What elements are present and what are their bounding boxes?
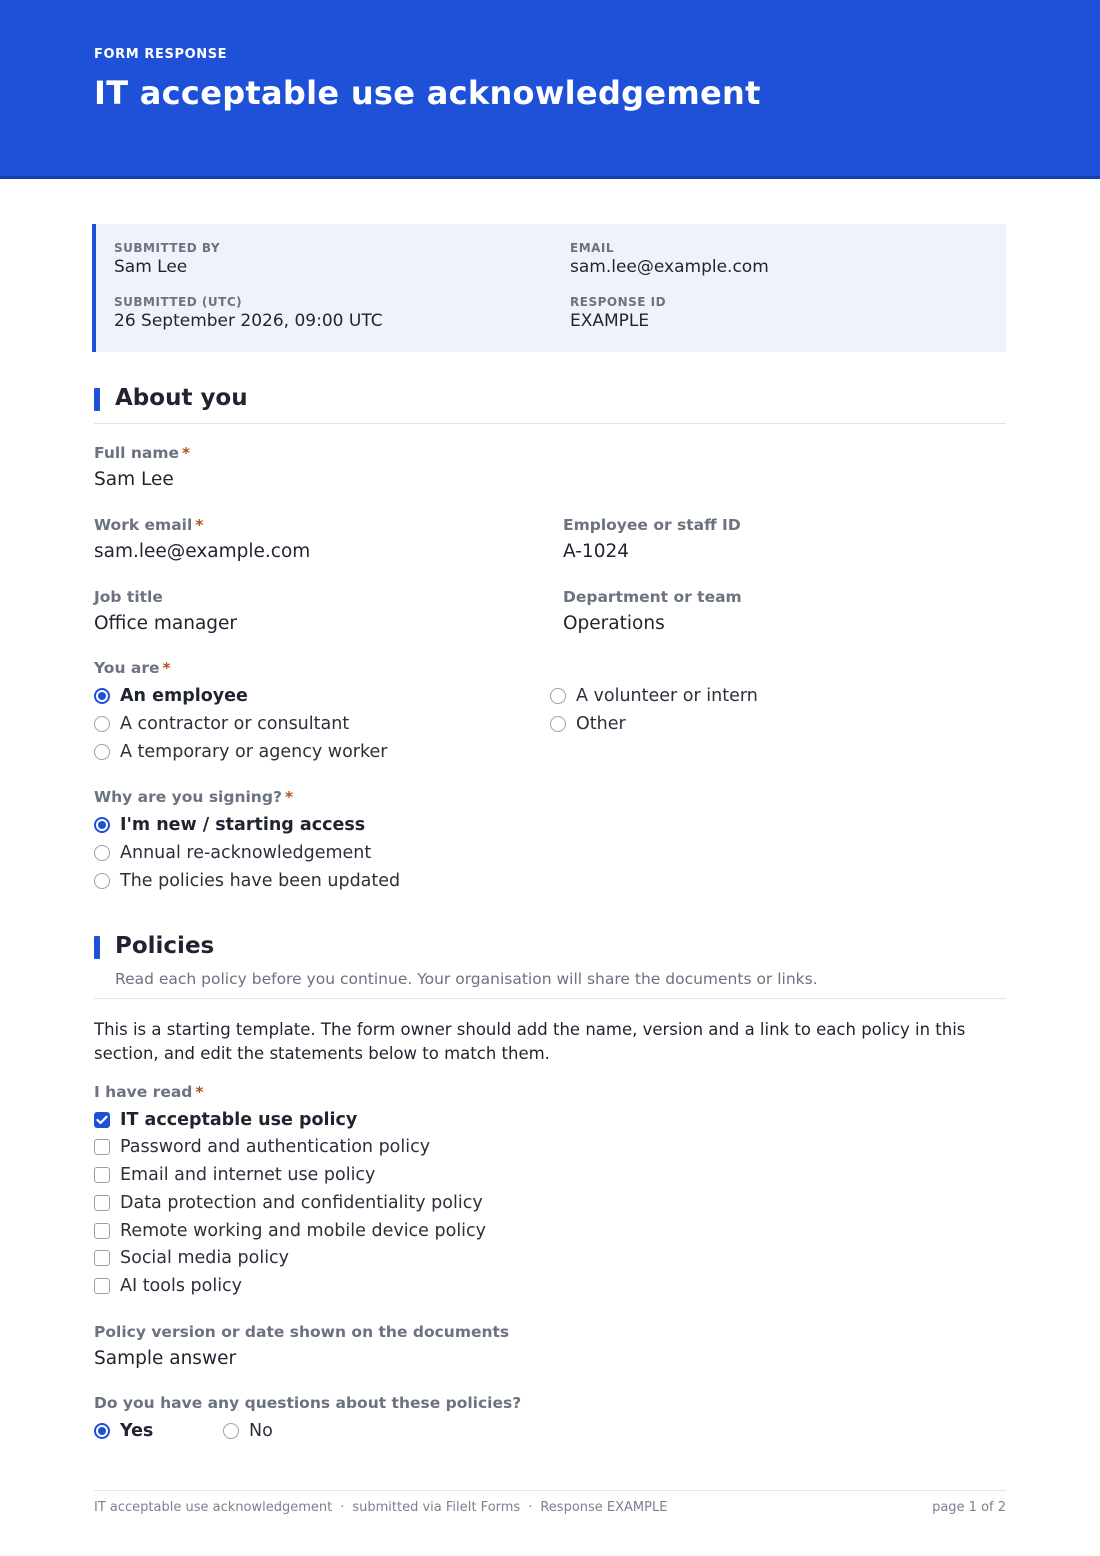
- option-label: Yes: [120, 1421, 154, 1441]
- submitted-utc-cell: [114, 295, 383, 331]
- submitted-by-cell: [114, 241, 220, 277]
- email-value: sam.lee@example.com: [570, 257, 769, 277]
- section-accent-bar: [94, 936, 100, 959]
- option-label: No: [249, 1421, 273, 1441]
- email-label: EMAIL: [570, 241, 615, 255]
- department-field: [563, 588, 742, 634]
- have-read-label: I have read: [94, 1083, 193, 1101]
- radio-empty-icon: [223, 1423, 239, 1439]
- field-label: [94, 659, 171, 677]
- full-name-field: [94, 444, 190, 490]
- radio-option-annual[interactable]: [94, 842, 371, 864]
- policy-version-value: Sample answer: [94, 1348, 237, 1369]
- required-marker: *: [162, 659, 171, 677]
- field-label: [94, 1083, 204, 1101]
- radio-empty-icon: [550, 688, 566, 704]
- section-subtitle: Read each policy before you continue. Your organisation will share the documents or links.: [115, 970, 818, 988]
- checkbox-empty-icon: [94, 1278, 110, 1294]
- section-title: About you: [115, 385, 248, 411]
- submitted-utc-value: 26 September 2026, 09:00 UTC: [114, 311, 383, 331]
- radio-empty-icon: [94, 873, 110, 889]
- form-header: [0, 0, 1100, 179]
- checkbox-it-acceptable-use[interactable]: [94, 1109, 357, 1131]
- work-email-field: [94, 516, 310, 562]
- checkbox-empty-icon: [94, 1195, 110, 1211]
- full-name-label: Full name: [94, 444, 180, 462]
- radio-selected-icon: [94, 1423, 110, 1439]
- option-label: IT acceptable use policy: [120, 1110, 358, 1130]
- radio-empty-icon: [94, 716, 110, 732]
- you-are-field: [94, 659, 171, 677]
- submitted-by-label: SUBMITTED BY: [114, 241, 221, 255]
- field-label: [94, 516, 310, 534]
- form-kicker: FORM RESPONSE: [94, 47, 228, 62]
- submitted-utc-label: SUBMITTED (UTC): [114, 295, 243, 309]
- policy-version-field: [94, 1323, 509, 1369]
- radio-selected-icon: [94, 688, 110, 704]
- radio-option-contractor[interactable]: [94, 713, 349, 735]
- radio-empty-icon: [94, 744, 110, 760]
- required-marker: *: [195, 516, 204, 534]
- option-label: Password and authentication policy: [120, 1137, 431, 1157]
- template-note: This is a starting template. The form owner should add the name, version and a link to each policy in this section, and edit the statements below to match them.: [94, 1020, 966, 1063]
- page-number: page 1 of 2: [932, 1500, 1006, 1515]
- radio-option-updated[interactable]: [94, 870, 400, 892]
- option-label: Data protection and confidentiality policy: [120, 1193, 483, 1213]
- radio-selected-icon: [94, 817, 110, 833]
- footer-info: [94, 1500, 667, 1515]
- radio-option-other[interactable]: [550, 713, 626, 735]
- option-label: A temporary or agency worker: [120, 742, 388, 762]
- checkbox-password-policy[interactable]: [94, 1136, 430, 1158]
- why-signing-label: Why are you signing?: [94, 788, 282, 806]
- section-accent-bar: [94, 388, 100, 411]
- footer-separator: ·: [340, 1500, 345, 1515]
- footer-form-name: IT acceptable use acknowledgement: [94, 1500, 333, 1515]
- radio-option-new-access[interactable]: [94, 814, 365, 836]
- field-label: [94, 788, 293, 806]
- section-about-you: [94, 385, 1006, 424]
- radio-option-no[interactable]: [223, 1420, 273, 1442]
- required-marker: *: [182, 444, 191, 462]
- field-label: [94, 444, 190, 462]
- checkbox-empty-icon: [94, 1223, 110, 1239]
- response-id-value: EXAMPLE: [570, 311, 650, 331]
- submitted-by-value: Sam Lee: [114, 257, 188, 277]
- section-title: Policies: [115, 933, 215, 959]
- option-label: Social media policy: [120, 1248, 290, 1268]
- department-label: Department or team: [563, 588, 742, 606]
- radio-option-yes[interactable]: [94, 1420, 153, 1442]
- checkbox-ai-tools-policy[interactable]: [94, 1275, 242, 1297]
- you-are-label: You are: [94, 659, 160, 677]
- option-label: An employee: [120, 686, 248, 706]
- checkbox-remote-working-policy[interactable]: [94, 1220, 486, 1242]
- job-title-field: [94, 588, 237, 634]
- staff-id-value: A-1024: [563, 541, 630, 562]
- response-id-label: RESPONSE ID: [570, 295, 667, 309]
- radio-empty-icon: [550, 716, 566, 732]
- work-email-label: Work email: [94, 516, 193, 534]
- response-id-cell: [570, 295, 666, 331]
- radio-option-volunteer[interactable]: [550, 685, 758, 707]
- checkbox-checked-icon: [94, 1112, 110, 1128]
- footer-submitted-via: submitted via FileIt Forms: [352, 1500, 521, 1515]
- option-label: AI tools policy: [120, 1276, 243, 1296]
- footer-response: Response EXAMPLE: [540, 1500, 668, 1515]
- questions-label: Do you have any questions about these policies?: [94, 1394, 522, 1412]
- section-policies: [94, 933, 1006, 999]
- have-read-field: [94, 1083, 204, 1101]
- footer-separator: ·: [528, 1500, 533, 1515]
- department-value: Operations: [563, 613, 665, 634]
- submission-meta-panel: [92, 224, 1006, 352]
- policy-version-label: Policy version or date shown on the documents: [94, 1323, 510, 1341]
- page-title: IT acceptable use acknowledgement: [94, 74, 761, 112]
- checkbox-empty-icon: [94, 1167, 110, 1183]
- required-marker: *: [195, 1083, 204, 1101]
- option-label: Email and internet use policy: [120, 1165, 376, 1185]
- page-footer: [94, 1490, 1006, 1515]
- option-label: A volunteer or intern: [576, 686, 758, 706]
- checkbox-social-media-policy[interactable]: [94, 1247, 289, 1269]
- radio-option-employee[interactable]: [94, 685, 248, 707]
- job-title-value: Office manager: [94, 613, 238, 634]
- option-label: Annual re-acknowledgement: [120, 843, 372, 863]
- checkbox-email-internet-policy[interactable]: [94, 1164, 375, 1186]
- checkbox-empty-icon: [94, 1139, 110, 1155]
- work-email-value: sam.lee@example.com: [94, 541, 311, 562]
- questions-field: [94, 1394, 521, 1412]
- radio-empty-icon: [94, 845, 110, 861]
- why-signing-field: [94, 788, 293, 806]
- option-label: Other: [576, 714, 626, 734]
- option-label: Remote working and mobile device policy: [120, 1221, 487, 1241]
- checkbox-data-protection-policy[interactable]: [94, 1192, 483, 1214]
- option-label: I'm new / starting access: [120, 815, 366, 835]
- checkbox-empty-icon: [94, 1250, 110, 1266]
- full-name-value: Sam Lee: [94, 469, 174, 490]
- staff-id-label: Employee or staff ID: [563, 516, 741, 534]
- option-label: The policies have been updated: [120, 871, 401, 891]
- radio-option-temporary[interactable]: [94, 741, 387, 763]
- staff-id-field: [563, 516, 741, 562]
- email-cell: [570, 241, 769, 277]
- job-title-label: Job title: [94, 588, 163, 606]
- option-label: A contractor or consultant: [120, 714, 350, 734]
- required-marker: *: [284, 788, 294, 806]
